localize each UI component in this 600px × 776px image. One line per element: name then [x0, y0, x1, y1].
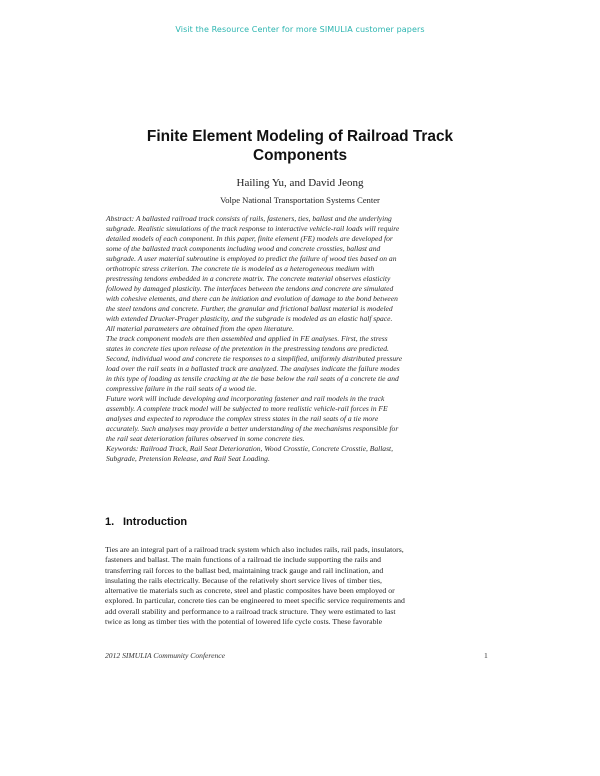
abstract-line: detailed models of each component. In this paper, finite element (FE) models are developed for — [106, 234, 393, 243]
abstract-paragraph-3 — [106, 394, 496, 444]
abstract-line: some of the ballasted track components including wood and concrete crossties, ballast and — [106, 244, 381, 253]
abstract-line: Abstract: A ballasted railroad track consists of rails, fasteners, ties, ballast and the underlying — [106, 214, 392, 223]
paper-authors: Hailing Yu, and David Jeong — [236, 177, 364, 189]
section-heading-introduction — [105, 516, 187, 528]
abstract-line: accurately. Such analyses may provide a better understanding of the mechanisms responsible for — [106, 424, 399, 433]
body-line: fasteners and ballast. The main functions of a railroad tie include supporting the rails and — [105, 555, 381, 565]
abstract-line: All material parameters are obtained from the open literature. — [106, 324, 295, 333]
keywords-line: Subgrade, Pretension Release, and Rail Seat Loading. — [106, 454, 270, 463]
abstract-line: load over the rail seats in a ballasted track are analyzed. The analyses indicate the failure modes — [106, 364, 400, 373]
paper-title — [60, 127, 540, 165]
abstract-line: with extended Drucker-Prager plasticity, and the subgrade is modeled as an elastic half space. — [106, 314, 393, 323]
footer-conference: 2012 SIMULIA Community Conference — [105, 651, 226, 660]
abstract-line: in this type of loading as tensile cracking at the tie base below the rail seats of a concrete tie and — [106, 374, 399, 383]
abstract-line: compressive failure in the rail seats of a wood tie. — [106, 384, 257, 393]
abstract-line: followed by damaged plasticity. The interfaces between the tendons and concrete are simulated — [106, 284, 394, 293]
footer-page-number: 1 — [484, 651, 488, 660]
body-line: explored. In particular, concrete ties can be engineered to meet specific service requirements and — [105, 596, 405, 606]
paper-title-line: Components — [252, 147, 348, 164]
abstract-line: subgrade. A user material subroutine is employed to predict the failure of wood ties based on an — [106, 254, 397, 263]
abstract-line: The track component models are then assembled and applied in FE analyses. First, the stress — [106, 334, 388, 343]
abstract-paragraph-2 — [106, 334, 496, 394]
abstract-line: Future work will include developing and incorporating fastener and rail models in the track — [106, 394, 385, 403]
paper-affiliation: Volpe National Transportation Systems Center — [220, 195, 380, 205]
abstract-line: with cohesive elements, and there can be initiation and evolution of damage to the bond between — [106, 294, 398, 303]
abstract-paragraph-1 — [106, 214, 496, 334]
body-line: Ties are an integral part of a railroad track system which also includes rails, rail pads, insulators, — [105, 545, 404, 554]
body-line: twice as long as timber ties with the potential of lowered life cycle costs. These favorable — [105, 617, 383, 627]
keywords-paragraph — [106, 444, 496, 464]
body-line: alternative tie materials such as concrete, steel and plastic composites have been employed or — [105, 586, 395, 596]
section-number: 1. — [105, 516, 115, 528]
abstract-line: assembly. A complete track model will be subjected to more realistic vehicle-rail forces in FE — [106, 404, 388, 413]
section-title: Introduction — [123, 516, 188, 528]
abstract-line: states in concrete ties upon release of the pretention in the prestressing tendons are predicted. — [106, 344, 389, 353]
abstract-line: Second, individual wood and concrete tie responses to a simplified, uniformly distributed pressure — [106, 354, 403, 363]
resource-center-banner[interactable]: Visit the Resource Center for more SIMULIA customer papers — [175, 25, 425, 34]
abstract-line: analyses and expected to reproduce the complex stress states in the rail seats of a tie more — [106, 414, 379, 423]
abstract-line: the rail seat deterioration failures observed in some concrete ties. — [106, 434, 305, 443]
paper-title-line: Finite Element Modeling of Railroad Track — [146, 128, 454, 145]
body-line: insulating the rails electrically. Because of the relatively short service lives of timber ties, — [105, 575, 382, 585]
introduction-paragraph — [105, 545, 497, 627]
abstract-line: orthotropic stress criterion. The concrete tie is modeled as a heterogeneous medium with — [106, 264, 375, 273]
abstract-line: subgrade. Realistic simulations of the track response to interactive vehicle-rail loads will require — [106, 224, 400, 233]
abstract-block — [106, 214, 496, 464]
abstract-line: prestressing tendons embedded in a concrete matrix. The concrete material observes elasticity — [106, 274, 391, 283]
keywords-line: Keywords: Railroad Track, Rail Seat Deterioration, Wood Crosstie, Concrete Crosstie, Ballast, — [106, 444, 393, 453]
body-line: transferring rail forces to the ballast bed, maintaining track gauge and rail inclination, and — [105, 565, 384, 575]
body-line: add overall stability and performance to a railroad track structure. They were estimated to last — [105, 606, 396, 616]
abstract-line: the steel tendons and concrete. Further, the granular and frictional ballast material is modeled — [106, 304, 393, 313]
